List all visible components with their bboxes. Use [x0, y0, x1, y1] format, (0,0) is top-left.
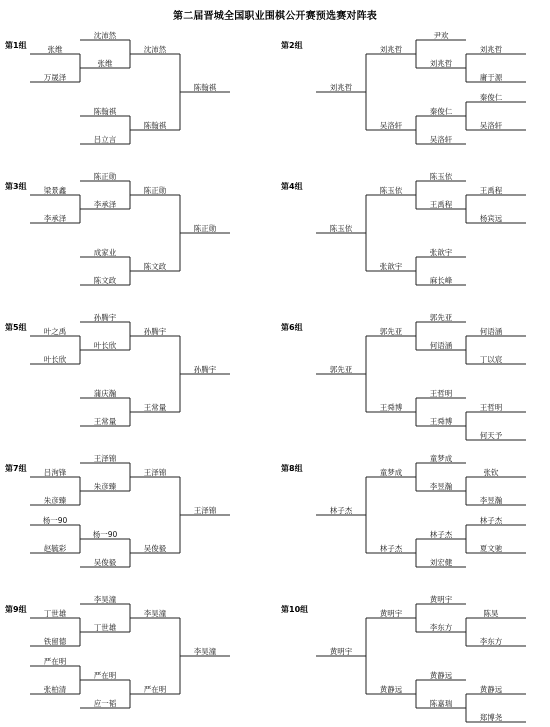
player-name: 张钦	[483, 468, 499, 477]
player-name: 李东方	[479, 637, 503, 646]
player-name: 童梦成	[429, 454, 453, 463]
player-name: 尹欢	[433, 31, 449, 40]
player-name: 严在明	[93, 671, 117, 680]
player-name: 王舜博	[379, 403, 403, 412]
player-name: 杨一90	[92, 530, 118, 539]
group-winner: 李昊潼	[193, 647, 217, 656]
player-name: 麻长峰	[429, 276, 453, 285]
player-name: 梁景鑫	[43, 186, 67, 195]
player-name: 陈翰祺	[93, 107, 117, 116]
player-name: 丁世雄	[93, 623, 117, 632]
player-name: 陈文政	[93, 276, 117, 285]
player-name: 严在明	[143, 685, 167, 694]
player-name: 张柏清	[43, 685, 67, 694]
group-winner: 孙腾宇	[193, 365, 217, 374]
player-name: 李承泽	[93, 200, 117, 209]
group-winner: 陈翰祺	[193, 83, 217, 92]
player-name: 黄明宇	[429, 595, 453, 604]
group-label: 第7组	[5, 464, 27, 473]
player-name: 杨宾远	[479, 214, 503, 223]
player-name: 李昊潼	[143, 609, 167, 618]
player-name: 何语涵	[429, 341, 453, 350]
group-label: 第3组	[5, 182, 27, 191]
player-name: 夏文驰	[479, 544, 503, 553]
player-name: 黄明宇	[379, 609, 403, 618]
player-name: 王禹程	[479, 186, 503, 195]
player-name: 黄静远	[479, 685, 503, 694]
player-name: 王哲明	[429, 389, 453, 398]
player-name: 朱彦臻	[93, 482, 117, 491]
player-name: 秦俊仁	[479, 93, 503, 102]
group-winner: 陈正勋	[193, 224, 217, 233]
player-name: 陈正勋	[93, 172, 117, 181]
player-name: 陈文政	[143, 262, 167, 271]
player-name: 刘兆哲	[479, 45, 503, 54]
player-name: 万晟泽	[43, 73, 67, 82]
group-label: 第4组	[281, 182, 303, 191]
group-winner: 刘兆哲	[329, 83, 353, 92]
group-winner: 林子杰	[329, 506, 353, 515]
player-name: 林子杰	[379, 544, 403, 553]
group-winner: 陈玉依	[329, 224, 353, 233]
player-name: 李昊潼	[93, 595, 117, 604]
player-name: 陈翰祺	[143, 121, 167, 130]
player-name: 丁世雄	[43, 609, 67, 618]
player-name: 刘兆哲	[429, 59, 453, 68]
group-label: 第2组	[281, 41, 303, 50]
player-name: 黄静远	[429, 671, 453, 680]
player-name: 赵毓彩	[43, 544, 67, 553]
player-name: 刘宏健	[429, 558, 453, 567]
group-label: 第10组	[281, 605, 309, 614]
player-name: 叶长欣	[43, 355, 67, 364]
player-name: 陈玉依	[379, 186, 403, 195]
player-name: 吴俊毅	[93, 558, 117, 567]
player-name: 陈玉依	[429, 172, 453, 181]
player-name: 李承泽	[43, 214, 67, 223]
group-label: 第1组	[5, 41, 27, 50]
player-name: 吕洵锋	[43, 468, 67, 477]
player-name: 丁以宸	[479, 355, 503, 364]
player-name: 严在明	[43, 657, 67, 666]
player-name: 林子杰	[429, 530, 453, 539]
player-name: 吴洛轩	[479, 121, 503, 130]
player-name: 陈正勋	[143, 186, 167, 195]
player-name: 张维	[97, 59, 113, 68]
player-name: 吴洛轩	[379, 121, 403, 130]
player-name: 王哲明	[479, 403, 503, 412]
group-winner: 郭先亚	[329, 365, 353, 374]
player-name: 叶长欣	[93, 341, 117, 350]
player-name: 朱彦臻	[43, 496, 67, 505]
player-name: 庸于源	[479, 73, 503, 82]
page-title: 第二届晋城全国职业围棋公开赛预选赛对阵表	[173, 11, 377, 22]
player-name: 沈沛然	[93, 31, 117, 40]
player-name: 吕立言	[93, 135, 117, 144]
player-name: 吴俊毅	[143, 544, 167, 553]
player-name: 黄静远	[379, 685, 403, 694]
group-label: 第8组	[281, 464, 303, 473]
group-label: 第6组	[281, 323, 303, 332]
player-name: 李昱瀚	[429, 482, 453, 491]
player-name: 王泽锦	[143, 468, 167, 477]
player-name: 吴洛轩	[429, 135, 453, 144]
player-name: 秦俊仁	[429, 107, 453, 116]
player-name: 李昱瀚	[479, 496, 503, 505]
player-name: 何语涵	[479, 327, 503, 336]
player-name: 郭先亚	[429, 313, 453, 322]
group-label: 第5组	[5, 323, 27, 332]
player-name: 成家业	[93, 248, 117, 257]
player-name: 王常量	[93, 417, 117, 426]
player-name: 蒲庆瀚	[93, 389, 117, 398]
player-name: 刘兆哲	[379, 45, 403, 54]
player-name: 张维	[47, 45, 63, 54]
player-name: 铁留德	[43, 637, 67, 646]
player-name: 杨一90	[42, 516, 68, 525]
player-name: 王舜博	[429, 417, 453, 426]
player-name: 王常量	[143, 403, 167, 412]
player-name: 叶之禹	[43, 327, 67, 336]
player-name: 孙腾宇	[143, 327, 167, 336]
player-name: 陈嘉瑞	[429, 699, 453, 708]
group-winner: 黄明宇	[329, 647, 353, 656]
player-name: 陈昊	[483, 609, 499, 618]
group-label: 第9组	[5, 605, 27, 614]
player-name: 李东方	[429, 623, 453, 632]
group-winner: 王泽锦	[193, 506, 217, 515]
player-name: 童梦成	[379, 468, 403, 477]
player-name: 王泽锦	[93, 454, 117, 463]
player-name: 孙腾宇	[93, 313, 117, 322]
player-name: 王禹程	[429, 200, 453, 209]
player-name: 郭先亚	[379, 327, 403, 336]
player-name: 何天予	[479, 431, 503, 440]
player-name: 林子杰	[479, 516, 503, 525]
player-name: 张歆宇	[379, 262, 403, 271]
player-name: 郑博尧	[479, 713, 503, 722]
player-name: 应一韬	[93, 699, 117, 708]
player-name: 沈沛然	[143, 45, 167, 54]
player-name: 张歆宇	[429, 248, 453, 257]
